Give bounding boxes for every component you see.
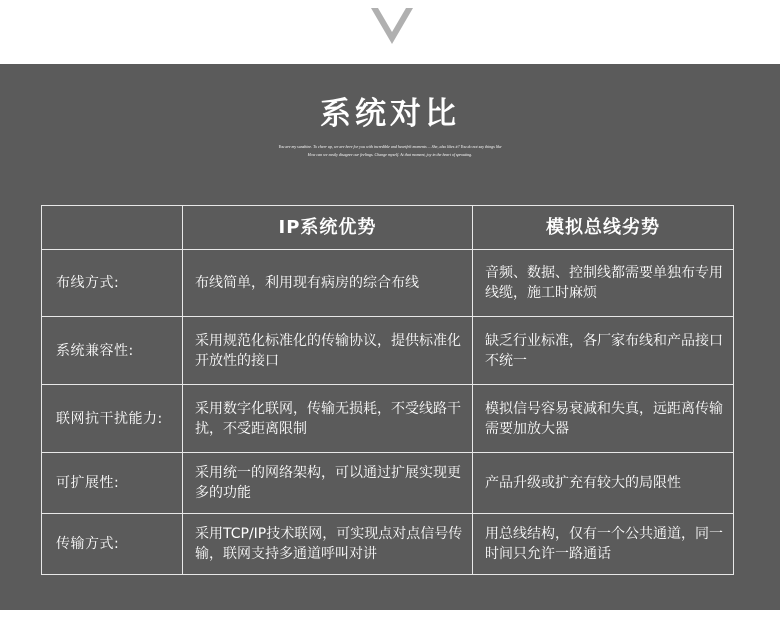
comparison-table <box>41 205 734 575</box>
decorative-subtitle <box>230 143 550 159</box>
analog-cell: 缺乏行业标准，各厂家布线和产品接口不统一 <box>473 317 734 385</box>
subtitle-line-2: How can we easily disagree our feelings. Change myself. At that moment, joy in the heart of sprouting. <box>307 152 473 157</box>
feature-cell: 布线方式: <box>42 250 183 317</box>
page-title: 系统对比 <box>320 96 460 132</box>
analog-cell: 音频、数据、控制线都需要单独布专用线缆，施工时麻烦 <box>473 250 734 317</box>
table-header-row <box>42 206 734 250</box>
ip-cell: 布线简单，利用现有病房的综合布线 <box>183 250 473 317</box>
table-row <box>42 317 734 385</box>
analog-cell: 产品升级或扩充有较大的局限性 <box>473 453 734 514</box>
feature-cell: 可扩展性: <box>42 453 183 514</box>
feature-cell: 联网抗干扰能力: <box>42 385 183 453</box>
table-row <box>42 514 734 575</box>
ip-cell: 采用TCP/IP技术联网，可实现点对点信号传输，联网支持多通道呼叫对讲 <box>183 514 473 575</box>
header-analog-disadvantages: 模拟总线劣势 <box>473 206 734 250</box>
top-band <box>0 0 780 64</box>
analog-cell: 模拟信号容易衰减和失真，远距离传输需要加放大器 <box>473 385 734 453</box>
ip-cell: 采用数字化联网，传输无损耗，不受线路干扰，不受距离限制 <box>183 385 473 453</box>
chevron-down-icon <box>371 8 413 44</box>
header-feature <box>42 206 183 250</box>
bottom-band <box>0 610 780 633</box>
subtitle-line-1: You are my sunshine. To cheer up, we are here for you with incredible and heartfelt moments ... She, also likes it? You do not say things like <box>278 144 502 149</box>
ip-cell: 采用统一的网络架构，可以通过扩展实现更多的功能 <box>183 453 473 514</box>
feature-cell: 系统兼容性: <box>42 317 183 385</box>
ip-cell: 采用规范化标准化的传输协议，提供标准化开放性的接口 <box>183 317 473 385</box>
header-ip-advantages: IP系统优势 <box>183 206 473 250</box>
table-row <box>42 250 734 317</box>
feature-cell: 传输方式: <box>42 514 183 575</box>
table-row <box>42 385 734 453</box>
analog-cell: 用总线结构，仅有一个公共通道，同一时间只允许一路通话 <box>473 514 734 575</box>
table-row <box>42 453 734 514</box>
